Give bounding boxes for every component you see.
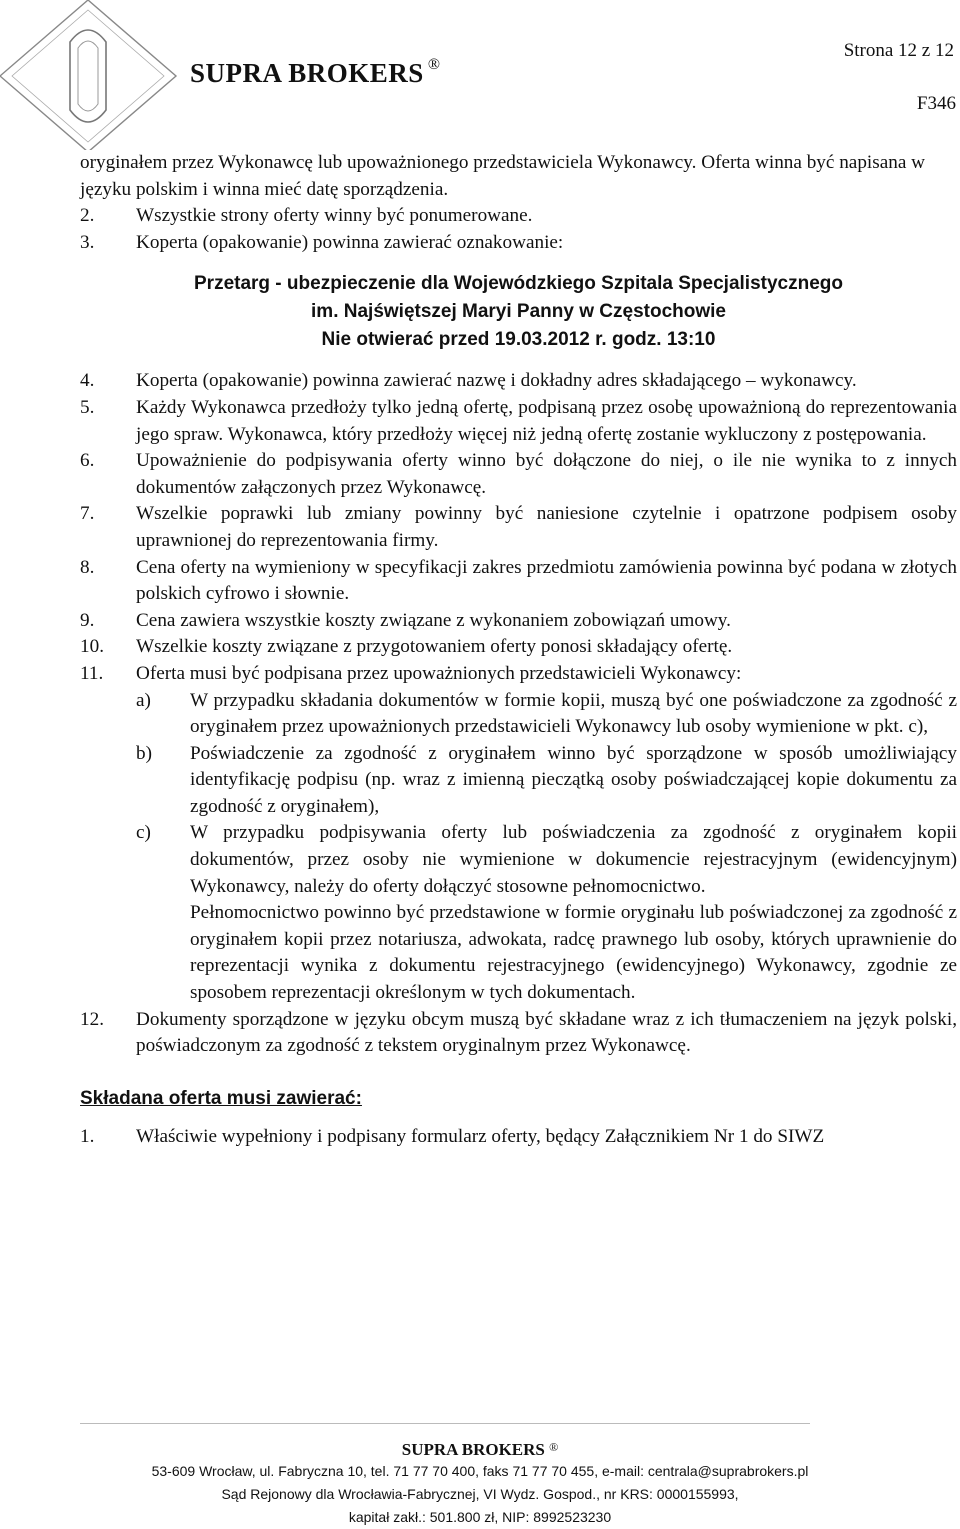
footer-brand: SUPRA BROKERS ® xyxy=(401,1440,559,1459)
header-brand: SUPRA BROKERS ® xyxy=(190,56,441,88)
footer-address: 53-609 Wrocław, ul. Fabryczna 10, tel. 71 77 70 400, faks 71 77 70 455, e-mail: centrala@suprabrokers.pl xyxy=(151,1463,809,1479)
sub-item: c) W przypadku podpisywania oferty lub poświadczenia za zgodność z oryginałem kopii dokumentów, przez osoby nie wymienione w dokumencie rejestracyjnym (ewidencyjnym) Wykonawcy, należy do oferty dołączyć stosowne pełnomocnictwo. xyxy=(136,822,957,897)
footer-capital: kapitał zakł.: 501.800 zł, NIP: 8992523230 xyxy=(348,1509,612,1525)
list-item: 1. Właściwie wypełniony i podpisany formularz oferty, będący Załącznikiem Nr 1 do SIWZ xyxy=(80,1126,825,1148)
list-item: 4. Koperta (opakowanie) powinna zawierać nazwę i dokładny adres składającego – wykonawcy. xyxy=(80,370,857,392)
list-item: 10. Wszelkie koszty związane z przygotowaniem oferty ponosi składający ofertę. xyxy=(80,636,733,658)
list-item: 9. Cena zawiera wszystkie koszty związane z wykonaniem zobowiązań umowy. xyxy=(80,609,731,631)
intro-paragraph: oryginałem przez Wykonawcę lub upoważnionego przedstawiciela Wykonawcy. Oferta winna być napisana w języku polskim i winna mieć datę sporządzenia. xyxy=(80,152,925,200)
list-item: 6. Upoważnienie do podpisywania oferty winno być dołączone do niej, o ile nie wynika to z innych dokumentów załączonych przez Wykonawcę. xyxy=(80,450,957,498)
section-heading: Składana oferta musi zawierać: xyxy=(80,1087,362,1109)
list-item: 12. Dokumenty sporządzone w języku obcym muszą być składane wraz z ich tłumaczeniem na język polski, poświadczonym za zgodność z tekstem oryginalnym przez Wykonawcę. xyxy=(80,1008,957,1057)
footer-court: Sąd Rejonowy dla Wrocławia-Fabrycznej, VI Wydz. Gospod., nr KRS: 0000155993, xyxy=(221,1486,739,1502)
list-item: 3. Koperta (opakowanie) powinna zawierać oznakowanie: xyxy=(80,231,564,253)
sub-item: b) Poświadczenie za zgodność z oryginałem winno być sporządzone w sposób umożliwiający identyfikację podpisu (np. wraz z imienną pieczątką osoby poświadczającej kopie dokumentu za zgodność z oryginałem), xyxy=(136,742,957,817)
sub-item: a) W przypadku składania dokumentów w formie kopii, muszą być one poświadczone za zgodność z oryginałem przez upoważnionych przedstawicieli Wykonawcy lub osoby wymienione w pkt. c), xyxy=(136,689,957,738)
marking-line: Przetarg - ubezpieczenie dla Wojewódzkiego Szpitala Specjalistycznego xyxy=(194,273,843,295)
page-number: Strona 12 z 12 xyxy=(843,40,954,61)
footer xyxy=(0,1440,960,1529)
marking-line: Nie otwierać przed 19.03.2012 r. godz. 13:10 xyxy=(321,329,716,351)
document-body xyxy=(80,150,957,1151)
list-item: 5. Każdy Wykonawca przedłoży tylko jedną ofertę, podpisaną przez osobę upoważnioną do reprezentowania jego spraw. Wykonawca, który przedłoży więcej niż jedną ofertę zostanie wykluczony z postępowania. xyxy=(80,396,957,445)
footer-divider xyxy=(80,1423,810,1424)
envelope-marking xyxy=(80,270,957,354)
sub-item-continuation: Pełnomocnictwo powinno być przedstawione w formie oryginału lub poświadczonej za zgodność z oryginałem kopii przez notariusza, adwokata, radcę prawnego lub osoby, których uprawnienie do reprezentacji wynika z dokumentu rejestracyjnego (ewidencyjnego) Wykonawcy, zgodnie ze sposobem reprezentacji określonym w tych dokumentach. xyxy=(190,902,957,1004)
form-number: F346 xyxy=(916,93,956,114)
list-item: 7. Wszelkie poprawki lub zmiany powinny być naniesione czytelnie i opatrzone podpisem osoby uprawnionej do reprezentowania firmy. xyxy=(80,503,957,551)
list-item: 11. Oferta musi być podpisana przez upoważnionych przedstawicieli Wykonawcy: a) W przypadku składania dokumentów w formie kopii, muszą być one poświadczone za zgodność z oryginałem przez upoważnionych przedstawicieli Wykonawcy lub osoby wymienione w pkt. c), b) Poświadczenie za zgodność z oryginałem winno być sporządzone w sposób umożliwiający identyfikację podpisu (np. wraz z imienną pieczątką osoby poświadczającej kopie dokumentu za zgodność z oryginałem), c) W przypadku podpisywania oferty lub poświadczenia za zgodność z oryginałem kopii dokumentów, przez osoby nie wymienione w dokumencie rejestracyjnym (ewidencyjnym) Wykonawcy, należy do oferty dołączyć stosowne pełnomocnictwo. Pełnomocnictwo powinno być przedstawione w formie oryginału lub poświadczonej za zgodność z oryginałem kopii przez notariusza, adwokata, radcę prawnego lub osoby, których uprawnienie do reprezentacji wynika z dokumentu rejestracyjnego (ewidencyjnego) Wykonawcy, zgodnie ze sposobem reprezentacji określonym w tych dokumentach. xyxy=(80,661,957,1007)
list-item: 8. Cena oferty na wymieniony w specyfikacji zakres przedmiotu zamówienia powinna być podana w złotych polskich cyfrowo i słownie. xyxy=(80,556,957,605)
marking-line: im. Najświętszej Maryi Panny w Częstochowie xyxy=(311,301,726,323)
list-item: 2. Wszystkie strony oferty winny być ponumerowane. xyxy=(80,205,533,227)
supra-logo-icon xyxy=(0,0,180,150)
